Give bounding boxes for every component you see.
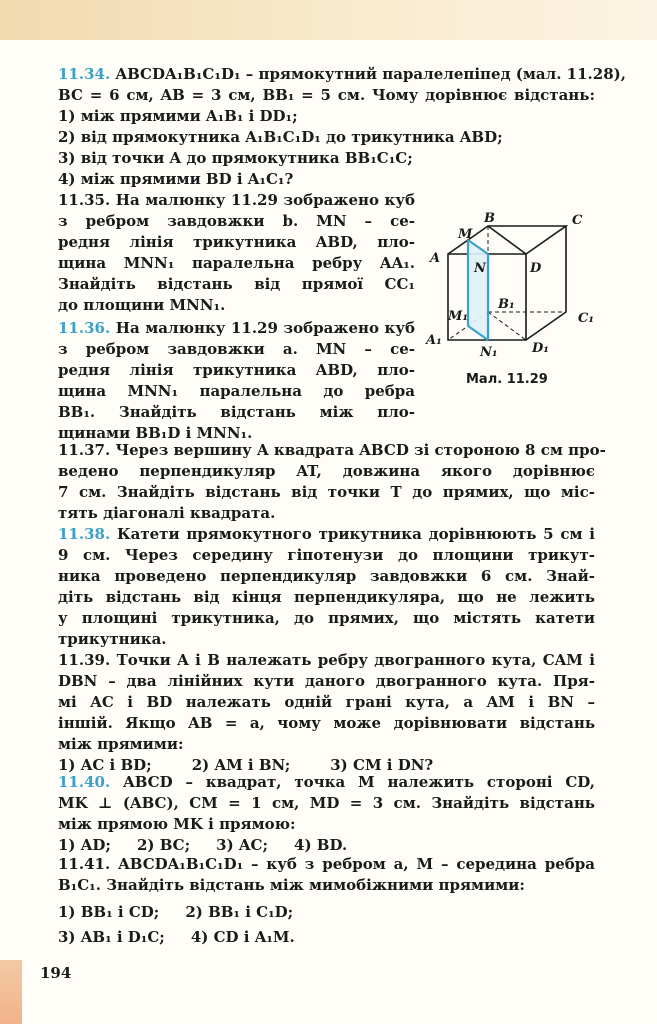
answer-options-row xyxy=(58,927,595,948)
label-B1: B₁ xyxy=(498,297,515,312)
label-M1: M₁ xyxy=(448,309,469,324)
problem-text: редня лінія трикутника ABD, пло- xyxy=(58,361,415,379)
problem-text: DBN – два лінійних кути даного двогранного кута. Пря- xyxy=(58,672,595,690)
problem-text: щина MNN₁ паралельна ребру AA₁. xyxy=(58,254,415,272)
problem-number: 11.36. xyxy=(58,319,111,337)
problem-text: між прямою MK і прямою: xyxy=(58,815,296,833)
option: 3) AC; xyxy=(216,836,269,854)
problem-11-38 xyxy=(58,524,595,650)
problem-text: ABCDA₁B₁C₁D₁ – куб з ребром a, M – середина ребра xyxy=(118,855,595,873)
option: 2) BB₁ і C₁D; xyxy=(185,903,294,921)
problem-text: MK ⊥ (ABC), CM = 1 см, MD = 3 см. Знайдіть відстань xyxy=(58,794,595,812)
option: 4) CD і A₁M. xyxy=(190,928,295,946)
label-N: N xyxy=(474,261,486,276)
option: 3) CM і DN? xyxy=(330,756,434,774)
problem-number: 11.40. xyxy=(58,773,111,791)
problem-text: ведено перпендикуляр AT, довжина якого дорівнює xyxy=(58,462,595,480)
cube-figure xyxy=(422,212,604,362)
problem-text: На малюнку 11.29 зображено куб xyxy=(115,191,415,209)
label-D: D xyxy=(530,261,542,276)
problem-text: іншій. Якщо AB = a, чому може дорівнювати відстань xyxy=(58,714,595,732)
problem-11-36 xyxy=(58,318,415,444)
problem-11-34 xyxy=(58,64,626,190)
problem-text: Через вершину A квадрата ABCD зі стороною 8 см про- xyxy=(115,441,606,459)
page-number: 194 xyxy=(40,964,72,982)
option: 1) AD; xyxy=(58,836,111,854)
label-N1: N₁ xyxy=(480,345,498,360)
option: 3) AB₁ і D₁C; xyxy=(58,928,165,946)
problem-text: мі AC і BD належать одній грані кута, а AM і BN – xyxy=(58,693,595,711)
problem-text: ника проведено перпендикуляр завдовжки 6 см. Знай- xyxy=(58,567,595,585)
problem-11-35 xyxy=(58,190,415,316)
problem-text: Знайдіть відстань від прямої CC₁ xyxy=(58,275,415,293)
option: 2) AM і BN; xyxy=(191,756,291,774)
problem-number: 11.41. xyxy=(58,855,111,873)
problem-text: ABCDA₁B₁C₁D₁ – прямокутний паралелепіпед (мал. 11.28), xyxy=(115,65,626,83)
option: 1) BB₁ і CD; xyxy=(58,903,160,921)
problem-number: 11.37. xyxy=(58,441,111,459)
problem-text: з ребром завдовжки a. MN – се- xyxy=(58,340,415,358)
problem-text: щинами BB₁D і MNN₁. xyxy=(58,424,253,442)
label-B: B xyxy=(484,212,495,226)
option: 1) AC і BD; xyxy=(58,756,152,774)
answer-options-row xyxy=(58,902,595,923)
option: 2) BC; xyxy=(136,836,191,854)
problem-item: 4) між прямими BD і A₁C₁? xyxy=(58,170,294,188)
problem-text: Точки A і B належать ребру двогранного кута, CAM і xyxy=(116,651,595,669)
problem-text: BB₁. Знайдіть відстань між пло- xyxy=(58,403,415,421)
problem-text: 7 см. Знайдіть відстань від точки T до прямих, що міс- xyxy=(58,483,595,501)
problem-text: 9 см. Через середину гіпотенузи до площини трикут- xyxy=(58,546,595,564)
problem-text: B₁C₁. Знайдіть відстань між мимобіжними прямими: xyxy=(58,876,525,894)
problem-11-37 xyxy=(58,440,606,524)
label-C: C xyxy=(572,213,583,228)
problem-11-39 xyxy=(58,650,595,776)
problem-text: у площині трикутника, до прямих, що містять катети xyxy=(58,609,595,627)
problem-text: щина MNN₁ паралельна до ребра xyxy=(58,382,415,400)
problem-text: до площини MNN₁. xyxy=(58,296,226,314)
label-A1: A₁ xyxy=(426,333,442,348)
problem-11-40 xyxy=(58,772,595,856)
problem-text: BC = 6 см, AB = 3 см, BB₁ = 5 см. Чому дорівнює відстань: xyxy=(58,86,595,104)
problem-text: трикутника. xyxy=(58,630,167,648)
problem-text: тять діагоналі квадрата. xyxy=(58,504,276,522)
label-D1: D₁ xyxy=(532,341,549,356)
problem-text: між прямими: xyxy=(58,735,184,753)
problem-number: 11.39. xyxy=(58,651,111,669)
problem-11-41 xyxy=(58,854,595,948)
figure-caption: Мал. 11.29 xyxy=(466,372,548,387)
answer-options xyxy=(58,835,595,856)
problem-text: діть відстань від кінця перпендикуляра, що не лежить xyxy=(58,588,595,606)
problem-text: На малюнку 11.29 зображено куб xyxy=(115,319,415,337)
label-A: A xyxy=(430,251,441,266)
problem-text: з ребром завдовжки b. MN – се- xyxy=(58,212,415,230)
problem-number: 11.35. xyxy=(58,191,111,209)
problem-number: 11.34. xyxy=(58,65,111,83)
problem-number: 11.38. xyxy=(58,525,111,543)
problem-item: 3) від точки A до прямокутника BB₁C₁C; xyxy=(58,149,413,167)
problem-text: редня лінія трикутника ABD, пло- xyxy=(58,233,415,251)
problem-text: ABCD – квадрат, точка M належить стороні CD, xyxy=(123,773,595,791)
problem-item: 1) між прямими A₁B₁ і DD₁; xyxy=(58,107,298,125)
option: 4) BD. xyxy=(294,836,348,854)
problem-item: 2) від прямокутника A₁B₁C₁D₁ до трикутника ABD; xyxy=(58,128,503,146)
problem-text: Катети прямокутного трикутника дорівнюють 5 см і xyxy=(116,525,595,543)
label-C1: C₁ xyxy=(578,311,595,326)
label-M: M xyxy=(458,227,473,242)
